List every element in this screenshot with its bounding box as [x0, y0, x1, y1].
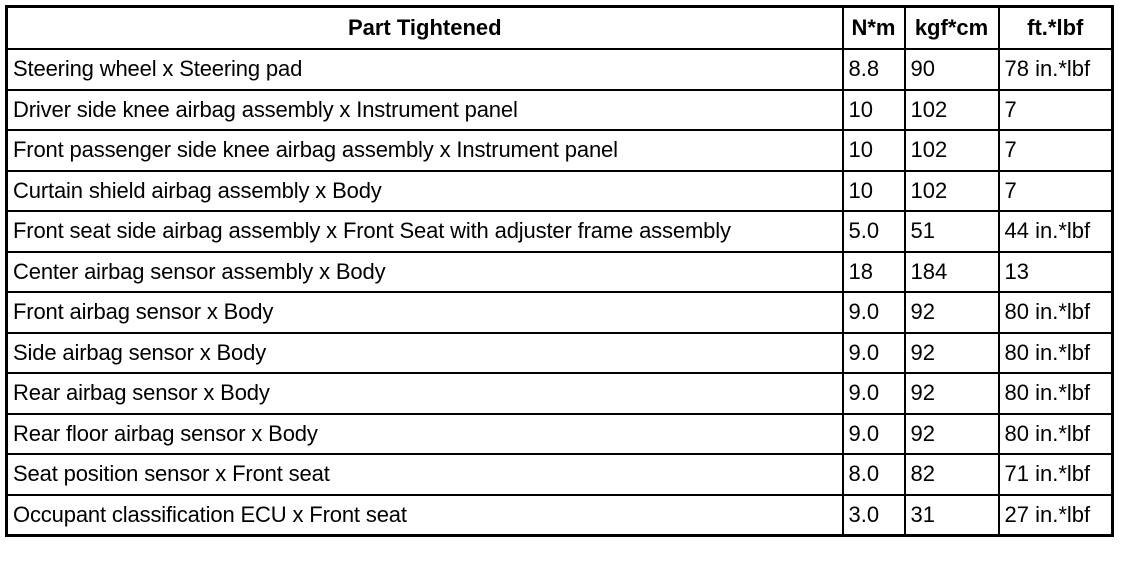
part-cell: Front seat side airbag assembly x Front Seat with adjuster frame assembly	[7, 211, 843, 252]
part-cell: Steering wheel x Steering pad	[7, 49, 843, 90]
part-cell: Center airbag sensor assembly x Body	[7, 252, 843, 293]
ft-lbf-cell: 7	[999, 130, 1113, 171]
ft-lbf-cell: 7	[999, 171, 1113, 212]
table-row	[7, 292, 1113, 333]
table-row	[7, 454, 1113, 495]
ft-lbf-cell: 78 in.*lbf	[999, 49, 1113, 90]
part-cell: Driver side knee airbag assembly x Instrument panel	[7, 90, 843, 131]
table-row	[7, 373, 1113, 414]
kgf-cm-cell: 31	[905, 495, 999, 536]
ft-lbf-cell: 7	[999, 90, 1113, 131]
nm-cell: 10	[843, 130, 905, 171]
header-row	[7, 7, 1113, 50]
kgf-cm-cell: 102	[905, 90, 999, 131]
table-row	[7, 90, 1113, 131]
nm-cell: 9.0	[843, 373, 905, 414]
ft-lbf-cell: 13	[999, 252, 1113, 293]
nm-cell: 5.0	[843, 211, 905, 252]
ft-lbf-cell: 80 in.*lbf	[999, 373, 1113, 414]
part-cell: Curtain shield airbag assembly x Body	[7, 171, 843, 212]
torque-spec-table	[5, 5, 1114, 537]
kgf-cm-cell: 51	[905, 211, 999, 252]
part-cell: Side airbag sensor x Body	[7, 333, 843, 374]
kgf-cm-cell: 82	[905, 454, 999, 495]
ft-lbf-cell: 80 in.*lbf	[999, 292, 1113, 333]
kgf-cm-cell: 92	[905, 333, 999, 374]
table-row	[7, 333, 1113, 374]
nm-cell: 8.0	[843, 454, 905, 495]
part-cell: Seat position sensor x Front seat	[7, 454, 843, 495]
kgf-cm-cell: 90	[905, 49, 999, 90]
table-row	[7, 49, 1113, 90]
kgf-cm-cell: 102	[905, 130, 999, 171]
header-nm: N*m	[843, 7, 905, 50]
part-cell: Front airbag sensor x Body	[7, 292, 843, 333]
table-row	[7, 414, 1113, 455]
kgf-cm-cell: 184	[905, 252, 999, 293]
header-ft-lbf: ft.*lbf	[999, 7, 1113, 50]
kgf-cm-cell: 92	[905, 292, 999, 333]
ft-lbf-cell: 80 in.*lbf	[999, 333, 1113, 374]
nm-cell: 10	[843, 171, 905, 212]
header-kgf-cm: kgf*cm	[905, 7, 999, 50]
nm-cell: 3.0	[843, 495, 905, 536]
kgf-cm-cell: 92	[905, 414, 999, 455]
ft-lbf-cell: 27 in.*lbf	[999, 495, 1113, 536]
kgf-cm-cell: 92	[905, 373, 999, 414]
nm-cell: 9.0	[843, 414, 905, 455]
table-row	[7, 130, 1113, 171]
ft-lbf-cell: 71 in.*lbf	[999, 454, 1113, 495]
table-row	[7, 211, 1113, 252]
nm-cell: 18	[843, 252, 905, 293]
part-cell: Rear airbag sensor x Body	[7, 373, 843, 414]
ft-lbf-cell: 44 in.*lbf	[999, 211, 1113, 252]
header-part-tightened: Part Tightened	[7, 7, 843, 50]
part-cell: Front passenger side knee airbag assembly x Instrument panel	[7, 130, 843, 171]
nm-cell: 10	[843, 90, 905, 131]
nm-cell: 9.0	[843, 292, 905, 333]
part-cell: Rear floor airbag sensor x Body	[7, 414, 843, 455]
nm-cell: 8.8	[843, 49, 905, 90]
table-row	[7, 495, 1113, 536]
kgf-cm-cell: 102	[905, 171, 999, 212]
nm-cell: 9.0	[843, 333, 905, 374]
table-row	[7, 171, 1113, 212]
table-row	[7, 252, 1113, 293]
part-cell: Occupant classification ECU x Front seat	[7, 495, 843, 536]
ft-lbf-cell: 80 in.*lbf	[999, 414, 1113, 455]
